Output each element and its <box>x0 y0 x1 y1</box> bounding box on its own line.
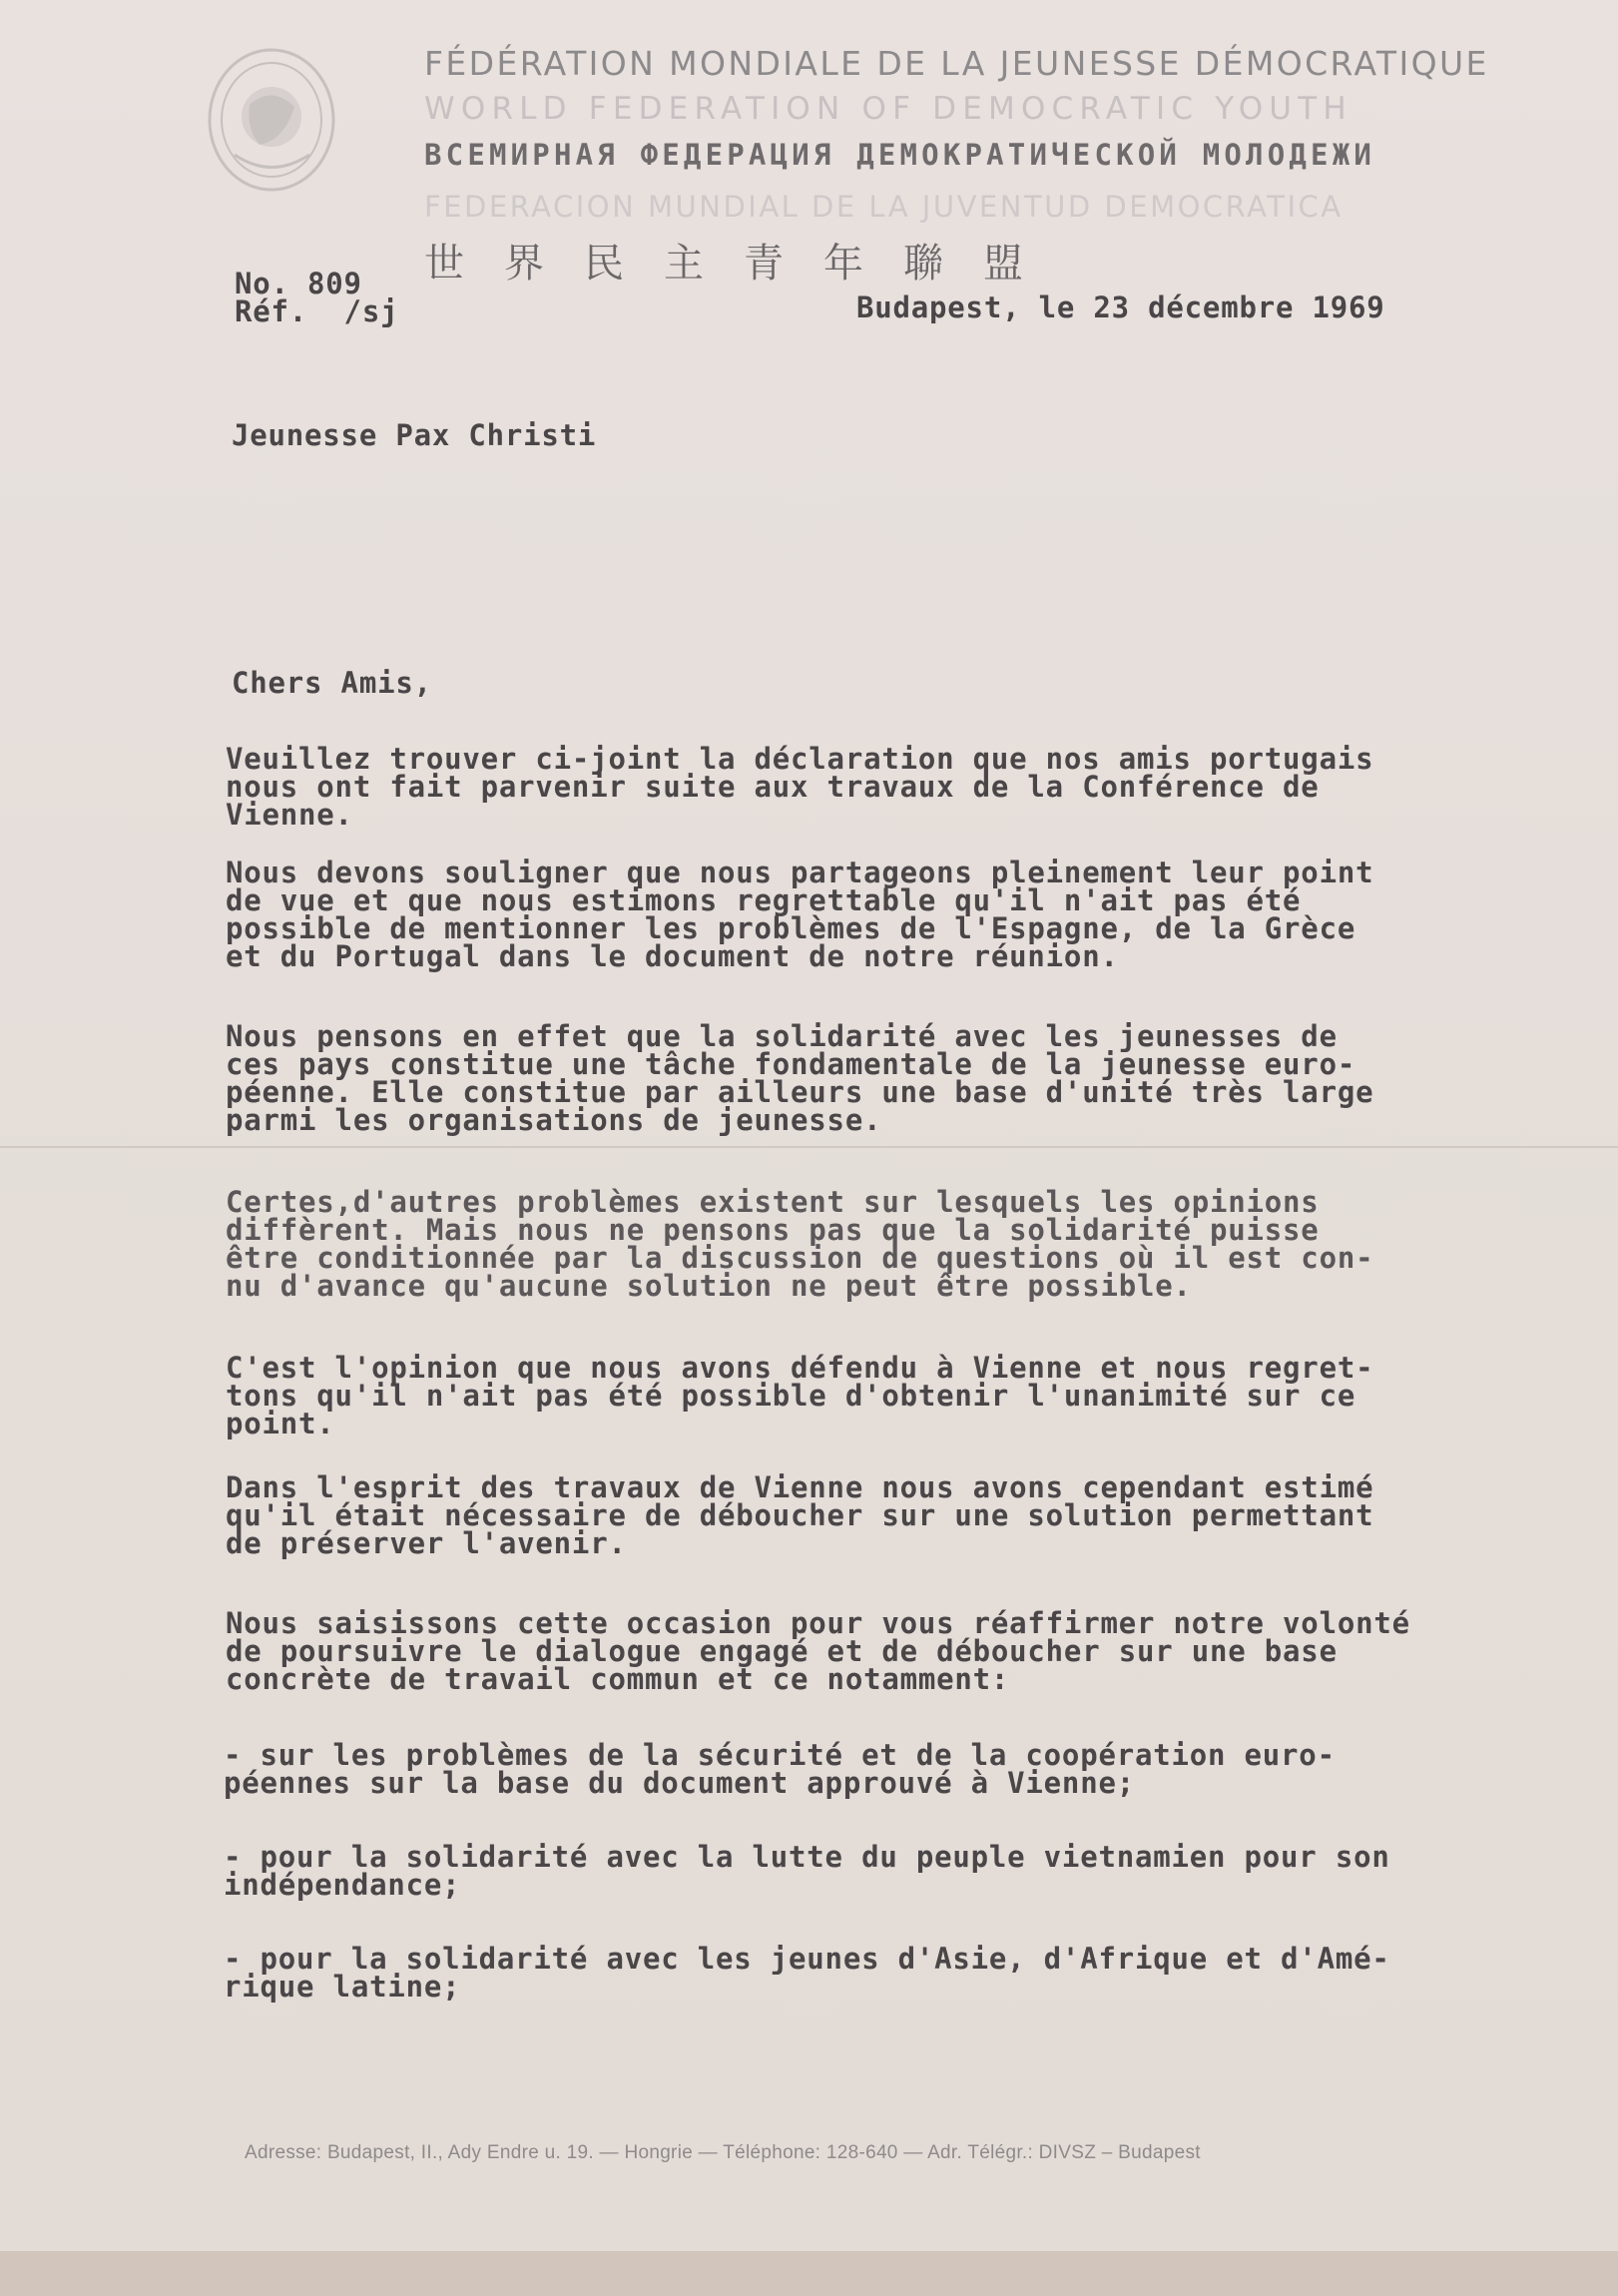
letterhead-footer-address: Adresse: Budapest, II., Ady Endre u. 19. — Hongrie — Téléphone: 128-640 — Adr. Télégr.: DIVSZ – Budapest <box>245 2142 1201 2163</box>
list-item: - pour la solidarité avec les jeunes d'Asie, d'Afrique et d'Amé- rique latine; <box>224 1942 1390 2004</box>
list-item: - sur les problèmes de la sécurité et de la coopération euro- péennes sur la base du document approuvé à Vienne; <box>224 1738 1336 1800</box>
body-paragraph: Nous pensons en effet que la solidarité avec les jeunesses de ces pays constitue une tâche fondamentale de la jeunesse euro- péenne. Elle constitue par ailleurs une base d'unité très large parmi les organisations de jeunesse. <box>226 1019 1374 1137</box>
body-paragraph: Nous devons souligner que nous partageons pleinement leur point de vue et que nous estimons regrettable qu'il n'ait pas été possible de mentionner les problèmes de l'Espagne, de la Grèce et du Portugal dans le document de notre réunion. <box>226 856 1374 973</box>
reference-code: Réf. /sj <box>235 294 399 328</box>
letterhead-french: FÉDÉRATION MONDIALE DE LA JEUNESSE DÉMOCRATIQUE <box>424 44 1489 83</box>
page-bottom-edge <box>0 2251 1618 2296</box>
body-paragraph: Dans l'esprit des travaux de Vienne nous avons cependant estimé qu'il était nécessaire de déboucher sur une solution permettant de préserver l'avenir. <box>226 1470 1374 1560</box>
letterhead-russian: ВСЕМИРНАЯ ФЕДЕРАЦИЯ ДЕМОКРАТИЧЕСКОЙ МОЛОДЕЖИ <box>424 138 1376 172</box>
body-paragraph: Nous saisissons cette occasion pour vous réaffirmer notre volonté de poursuivre le dialogue engagé et de déboucher sur une base concrète de travail commun et ce notamment: <box>226 1606 1410 1696</box>
body-paragraph: C'est l'opinion que nous avons défendu à Vienne et nous regret- tons qu'il n'ait pas été possible d'obtenir l'unanimité sur ce point. <box>226 1351 1374 1440</box>
body-paragraph: Certes,d'autres problèmes existent sur lesquels les opinions diffèrent. Mais nous ne pensons pas que la solidarité puisse être conditionnée par la discussion de questions où il est con- nu d'avance qu'aucune solution ne peut être possible. <box>226 1185 1374 1303</box>
recipient: Jeunesse Pax Christi <box>232 418 597 452</box>
letter-date: Budapest, le 23 décembre 1969 <box>856 290 1385 324</box>
body-paragraph: Veuillez trouver ci-joint la déclaration que nos amis portugais nous ont fait parvenir suite aux travaux de la Conférence de Vienne. <box>226 742 1374 832</box>
list-item: - pour la solidarité avec la lutte du peuple vietnamien pour son indépendance; <box>224 1840 1390 1902</box>
letterhead-spanish: FEDERACION MUNDIAL DE LA JUVENTUD DEMOCRATICA <box>424 190 1344 224</box>
reference-number: No. 809 <box>235 267 362 300</box>
letterhead-english: WORLD FEDERATION OF DEMOCRATIC YOUTH <box>424 91 1352 127</box>
federation-seal-emblem <box>205 45 339 195</box>
letterhead-chinese: 世界民主青年聯盟 <box>424 241 1063 287</box>
salutation: Chers Amis, <box>232 666 432 700</box>
